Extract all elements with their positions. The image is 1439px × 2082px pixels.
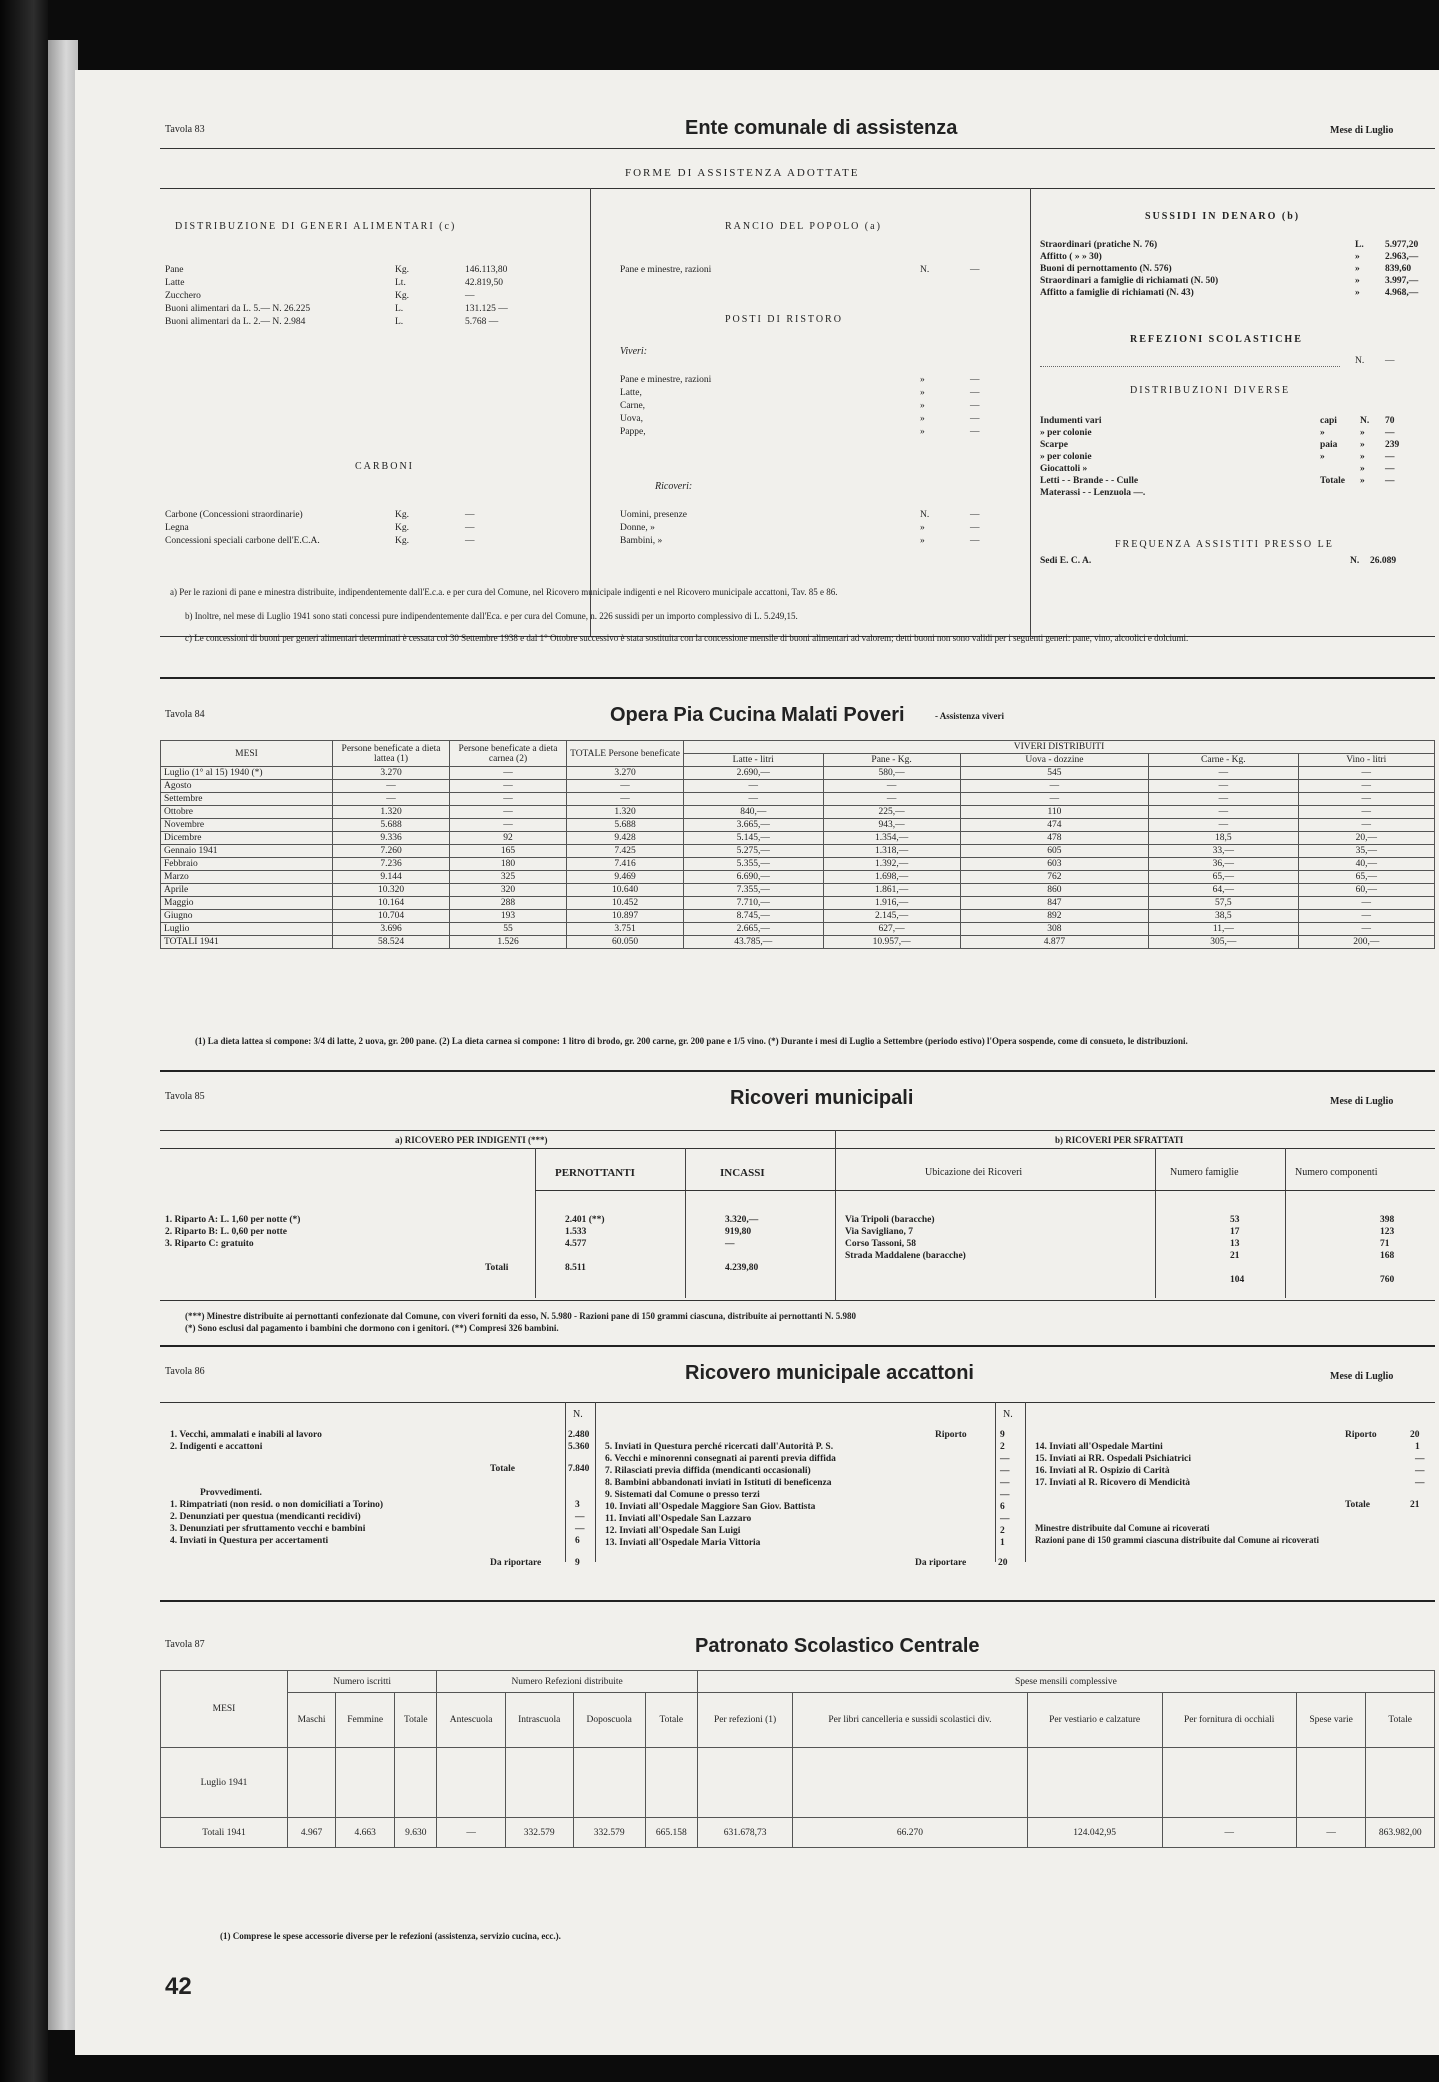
refezioni-heading: REFEZIONI SCOLASTICHE xyxy=(1130,334,1303,345)
viveri-list: Pane e minestre, razioni » — Latte, » — Carne, » — Uova, » — Pappe, » — xyxy=(620,375,980,437)
t83-title: Ente comunale di assistenza xyxy=(685,117,958,139)
t84-row: Ottobre 1.320 — 1.320 840,— 225,— 110 — — xyxy=(161,806,1435,819)
t87-label: Tavola 87 xyxy=(165,1639,205,1650)
t86-month: Mese di Luglio xyxy=(1330,1371,1394,1382)
t85-a-list: 1. Riparto A: L. 1,60 per notte (*) 2.401 (**) 3.320,— 2. Riparto B: L. 0,60 per notte 1.533 919,80 3. Riparto C: gratuito 4.577 — Totali 8.511 4.239,80 xyxy=(165,1215,759,1273)
t85-b-heading: b) RICOVERI PER SFRATTATI xyxy=(1055,1135,1184,1145)
t84-label: Tavola 84 xyxy=(165,709,205,720)
frequenza-heading: FREQUENZA ASSISTITI PRESSO LE xyxy=(1115,539,1334,550)
t84-row: Gennaio 1941 7.260 165 7.425 5.275,— 1.318,— 605 33,— 35,— xyxy=(161,845,1435,858)
t86-title: Ricovero municipale accattoni xyxy=(685,1362,974,1384)
t83-subtitle: FORME DI ASSISTENZA ADOTTATE xyxy=(625,167,860,179)
t86-label: Tavola 86 xyxy=(165,1366,205,1377)
t84-row: Aprile 10.320 320 10.640 7.355,— 1.861,— 860 64,— 60,— xyxy=(161,884,1435,897)
posti-heading: POSTI DI RISTORO xyxy=(725,314,843,325)
rancio-row: Pane e minestre, razioni N. — xyxy=(620,265,980,275)
t86-col1: 1. Vecchi, ammalati e inabili al lavoro 2.480 2. Indigenti e accattoni 5.360 Totale 7.840 Provvedimenti. 1. Rimpatriati (non resid. o non domiciliati a Torino) 3 2. Denunziati per questua (mendicanti recidivi) — 3. Denunziati per sfruttamento vecchi e bambini — 4. Inviati in Questura per accertamenti 6 Da riportare 9 xyxy=(170,1430,590,1568)
t84-row: Luglio 3.696 55 3.751 2.665,— 627,— 308 11,— — xyxy=(161,923,1435,936)
t84-row: Marzo 9.144 325 9.469 6.690,— 1.698,— 762 65,— 65,— xyxy=(161,871,1435,884)
t87-note: (1) Comprese le spese accessorie diverse per le refezioni (assistenza, servizio cucina, ecc.). xyxy=(220,1931,561,1941)
t85-label: Tavola 85 xyxy=(165,1091,205,1102)
t85-month: Mese di Luglio xyxy=(1330,1096,1394,1107)
t84-row: Novembre 5.688 — 5.688 3.665,— 943,— 474 — — xyxy=(161,819,1435,832)
t87-row-luglio: Luglio 1941 xyxy=(161,1748,1435,1818)
t87-table: MESI Numero iscritti Numero Refezioni distribuite Spese mensili complessive Maschi Femmine Totale Antescuola Intrascuola Doposcuola Totale Per refezioni (1) Per libri cancelleria e sussidi scolastici div. Per vestiario e calzature Per fornitura di occhiali Spese varie Totale Luglio 1941 Totali 1941 4.967 4.663 9.630 — 332.579 332.579 665.158 631.678,73 66.270 124.042,95 — — 863.982,00 xyxy=(160,1670,1435,1848)
diverse-list: Indumenti vari capi N. 70 » per colonie » » — Scarpe paia » 239 » per colonie » » — Giocattoli » » — Letti - - Brande - - Culle Totale » — Materassi - - Lenzuola —. xyxy=(1040,416,1400,498)
t85-b-list: Via Tripoli (baracche) 53 398 Via Savigliano, 7 17 123 Corso Tassoni, 58 13 71 Strada Maddalene (baracche) 21 168 104 760 xyxy=(845,1215,1395,1285)
t84-row: Febbraio 7.236 180 7.416 5.355,— 1.392,— 603 36,— 40,— xyxy=(161,858,1435,871)
t86-col3: Riporto 20 14. Inviati all'Ospedale Martini 1 15. Inviati ai RR. Ospedali Psichiatrici — 16. Inviati al R. Ospizio di Carità — 17. Inviati al R. Ricovero di Mendicità — Totale 21 xyxy=(1035,1430,1425,1510)
page-number: 42 xyxy=(165,1973,192,2000)
sussidi-list: Straordinari (pratiche N. 76) L. 5.977,20 Affitto ( » » 30) » 2.963,— Buoni di pernottamento (N. 576) » 839,60 Straordinari a famiglie di richiamati (N. 50) » 3.997,— Affitto a famiglie di richiamati (N. 43) » 4.968,— xyxy=(1040,240,1419,298)
t84-row: Agosto — — — — — — — — xyxy=(161,780,1435,793)
t85-title: Ricoveri municipali xyxy=(730,1087,914,1109)
coal-list: Carbone (Concessioni straordinarie) Kg. — Legna Kg. — Concessioni speciali carbone dell'E.C.A. Kg. — xyxy=(165,510,475,546)
t84-row: Settembre — — — — — — — — xyxy=(161,793,1435,806)
t84-title: Opera Pia Cucina Malati Poveri xyxy=(610,704,905,726)
document-page: Tavola 83 Ente comunale di assistenza Mese di Luglio FORME DI ASSISTENZA ADOTTATE DISTRIBUZIONE DI GENERI ALIMENTARI (c) Pane Kg. 146.113,80 Latte Lt. 42.819,50 Zucchero Kg. — Buoni alimentari da L. 5.— N. 26.225 L. 131.125 — Buoni alimentari da L. 2.— N. 2.984 L. 5.768 — CARBONI Carbone (Concessioni straordinarie) Kg. — Legna Kg. — Concessioni speciali carbone dell'E.C.A. Kg. — RANCIO DEL POPOLO (a) Pane e minestre, razioni N. — POSTI DI RISTORO Viveri: Pane e minestre, razioni » — Latte, » — Carne, » — Uova, » — Pappe, » — Ricoveri: Uomini, presenze N. — Donne, » » — Bambini, » » — SUSSIDI IN DENARO (b) Straordinari (pratiche N. 76) L. 5.977,20 Affitto ( » » 30) » 2.963,— Buoni di pernottamento (N. 576) » 839,60 Straordinari a famiglie di richiamati (N. 50) » 3.997,— Affitto a famiglie di richiamati (N. 43) » 4.968,— REFEZIONI SCOLASTICHE N. — DISTRIBUZIONI DIVERSE Indumenti vari capi N. 70 » per colonie » » — Scarpe paia » 239 » per colonie » » — Giocattoli » » — Letti - - Brande - - Culle Totale » — Materassi - - Lenzuola —. FREQUENZA ASSISTITI PRESSO LE Sedi E. C. A. N. 26.089 a) Per le razioni di pane e minestra distribuite, indipendentemente dall'E.c.a. e per cura del Comune, nel Ricovero municipale indigenti e nel Ricovero municipale accattoni, Tav. 85 e 86. b) Inoltre, nel mese di Luglio 1941 sono stati concessi pure indipendentemente dall'Eca. e per cura del Comune, n. 226 sussidi per un importo complessivo di L. 5.249,15. c) Le concessioni di buoni per generi alimentari determinati è cessata col 30 Settembre 1938 e dal 1° Ottobre successivo è stata sostituita con la concessione mensile di buoni alimentari ad valorem; detti buoni non sono validi per i seguenti generi: pane, vino, alcoolici e dolciumi. Tavola 84 Opera Pia Cucina Malati Poveri - Assistenza viveri MESI Persone beneficate a dieta lattea (1) Persone beneficate a dieta carnea (2) TOTALE Persone beneficate VIVERI DISTRIBUITI Latte - litri Pane - Kg. Uova - dozzine Carne - Kg. Vino - litri Luglio (1° al 15) 1940 (*) 3.270 — 3.270 2.690,— 580,— 545 — — Agosto — — — — — — — — Settembre — — — — — — — — Ottobre 1.320 — 1.320 840,— 225,— 110 — — Novembre 5.688 — 5.688 3.665,— 943,— 474 — — Dicembre 9.336 92 9.428 5.145,— 1.354,— 478 18,5 20,— Gennaio 1941 7.260 165 7.425 5.275,— 1.318,— 605 33,— 35,— Febbraio 7.236 180 7.416 5.355,— 1.392,— 603 36,— 40,— Marzo 9.144 325 9.469 6.690,— 1.698,— 762 65,— 65,— Aprile 10.320 320 10.640 7.355,— 1.861,— 860 64,— 60,— Maggio 10.164 288 10.452 7.710,— 1.916,— 847 57,5 — Giugno 10.704 193 10.897 8.745,— 2.145,— 892 38,5 — Luglio 3.696 55 3.751 2.665,— 627,— 308 11,— — TOTALI 1941 58.524 1.526 60.050 43.785,— 10.957,— 4.877 305,— 200,— (1) La dieta lattea si compone: 3/4 di latte, 2 uova, gr. 200 pane. (2) La dieta carnea si compone: 1 litro di brodo, gr. 200 carne, gr. 200 pane e 1/5 vino. (*) Durante i mesi di Luglio a Settembre (periodo estivo) l'Opera sospende, come di consueto, le distribuzioni. Tavola 85 Ricoveri municipali Mese di Luglio a) RICOVERO PER INDIGENTI (***) b) RICOVERI PER SFRATTATI PERNOTTANTI INCASSI Ubicazione dei Ricoveri Numero famiglie Numero componenti 1. Riparto A: L. 1,60 per notte (*) 2.401 (**) 3.320,— 2. Riparto B: L. 0,60 per notte 1.533 919,80 3. Riparto C: gratuito 4.577 — Totali 8.511 4.239,80 Via Tripoli (baracche) 53 398 Via Savigliano, 7 17 123 Corso Tassoni, 58 13 71 Strada Maddalene (baracche) 21 168 104 760 (***) Minestre distribuite ai pernottanti confezionate dal Comune, con viveri forniti da esso, N. 5.980 - Razioni pane di 150 grammi ciascuna, distribuite ai pernottanti N. 5.980 (*) Sono esclusi dal pagamento i bambini che dormono con i genitori. (**) Compresi 326 bambini. Tavola 86 Ricovero municipale accattoni Mese di Luglio N. N. 1. Vecchi, ammalati e inabili al lavoro 2.480 2. Indigenti e accattoni 5.360 Totale 7.840 Provvedimenti. 1. Rimpatriati (non resid. o non domiciliati a Torino) 3 2. Denunziati per questua (mendicanti recidivi) — 3. Denunziati per sfruttamento vecchi e bambini — 4. Inviati in Questura per accertamenti 6 Da riportare 9 Riporto 9 5. Inviati in Questura perché ricercati dall'Autorità P. S. 2 6. Vecchi e minorenni consegnati ai parenti previa diffida — 7. Rilasciati previa diffida (mendicanti occasionali) — 8. Bambini abbandonati inviati in Istituti di beneficenza — 9. Sistemati dal Comune o presso terzi — 10. Inviati all'Ospedale Maggiore San Giov. Battista 6 11. Inviati all'Ospedale San Lazzaro — 12. Inviati all'Ospedale San Luigi 2 13. Inviati all'Ospedale Maria Vittoria 1 Da riportare 20 Riporto 20 14. Inviati all'Ospedale Martini 1 15. Inviati ai RR. Ospedali Psichiatrici — 16. Inviati al R. Ospizio di Carità — 17. Inviati al R. Ricovero di Mendicità — Totale 21 Minestre distribuite dal Comune ai ricoverati Razioni pane di 150 grammi ciascuna distribuite dal Comune ai ricoverati Tavola 87 Patronato Scolastico Centrale MESI Numero iscritti Numero Refezioni distribuite Spese mensili complessive Maschi Femmine Totale Antescuola Intrascuola Doposcuola Totale Per refezioni (1) Per libri cancelleria e sussidi scolastici div. Per vestiario e calzature Per fornitura di occhiali Spese varie Totale Luglio 1941 Totali 1941 4.967 4.663 9.630 — 332.579 332.579 665.158 631.678,73 66.270 124.042,95 — — 863.982,00 (1) Comprese le spese accessorie diverse per le refezioni (assistenza, servizio cucina, ecc.). 42 xyxy=(75,70,1439,2055)
t84-notes: (1) La dieta lattea si compone: 3/4 di latte, 2 uova, gr. 200 pane. (2) La dieta carnea si compone: 1 litro di brodo, gr. 200 carne, gr. 200 pane e 1/5 vino. (*) Durante i mesi di Luglio a Settembre (periodo estivo) l'Opera sospende, come di consueto, le distribuzioni. xyxy=(195,1036,1188,1046)
page-edge xyxy=(48,40,78,2030)
food-list: Pane Kg. 146.113,80 Latte Lt. 42.819,50 Zucchero Kg. — Buoni alimentari da L. 5.— N. 26.225 L. 131.125 — Buoni alimentari da L. 2.— N. 2.984 L. 5.768 — xyxy=(165,265,508,327)
t86-col2: Riporto 9 5. Inviati in Questura perché ricercati dall'Autorità P. S. 2 6. Vecchi e minorenni consegnati ai parenti previa diffida — 7. Rilasciati previa diffida (mendicanti occasionali) — 8. Bambini abbandonati inviati in Istituti di beneficenza — 9. Sistemati dal Comune o presso terzi — 10. Inviati all'Ospedale Maggiore San Giov. Battista 6 11. Inviati all'Ospedale San Lazzaro — 12. Inviati all'Ospedale San Luigi 2 13. Inviati all'Ospedale Maria Vittoria 1 Da riportare 20 xyxy=(605,1430,1010,1568)
ricoveri-list: Uomini, presenze N. — Donne, » » — Bambini, » » — xyxy=(620,510,980,546)
t84-row: Dicembre 9.336 92 9.428 5.145,— 1.354,— 478 18,5 20,— xyxy=(161,832,1435,845)
t84-table: MESI Persone beneficate a dieta lattea (1) Persone beneficate a dieta carnea (2) TOTALE Persone beneficate VIVERI DISTRIBUITI Latte - litri Pane - Kg. Uova - dozzine Carne - Kg. Vino - litri Luglio (1° al 15) 1940 (*) 3.270 — 3.270 2.690,— 580,— 545 — — Agosto — — — — — — — — Settembre — — — — — — — — Ottobre 1.320 — 1.320 840,— 225,— 110 — — Novembre 5.688 — 5.688 3.665,— 943,— 474 — — Dicembre 9.336 92 9.428 5.145,— 1.354,— 478 18,5 20,— Gennaio 1941 7.260 165 7.425 5.275,— 1.318,— 605 33,— 35,— Febbraio 7.236 180 7.416 5.355,— 1.392,— 603 36,— 40,— Marzo 9.144 325 9.469 6.690,— 1.698,— 762 65,— 65,— Aprile 10.320 320 10.640 7.355,— 1.861,— 860 64,— 60,— Maggio 10.164 288 10.452 7.710,— 1.916,— 847 57,5 — Giugno 10.704 193 10.897 8.745,— 2.145,— 892 38,5 — Luglio 3.696 55 3.751 2.665,— 627,— 308 11,— — TOTALI 1941 58.524 1.526 60.050 43.785,— 10.957,— 4.877 305,— 200,— xyxy=(160,740,1435,949)
coal-heading: CARBONI xyxy=(355,461,415,472)
food-heading: DISTRIBUZIONE DI GENERI ALIMENTARI (c) xyxy=(175,221,457,232)
t84-row: Giugno 10.704 193 10.897 8.745,— 2.145,— 892 38,5 — xyxy=(161,910,1435,923)
t85-notes: (***) Minestre distribuite ai pernottanti confezionate dal Comune, con viveri forniti da esso, N. 5.980 - Razioni pane di 150 grammi ciascuna, distribuite ai pernottanti N. 5.980 (*) Sono esclusi dal pagamento i bambini che dormono con i genitori. (**) Compresi 326 bambini. xyxy=(185,1311,857,1333)
t85-a-heading: a) RICOVERO PER INDIGENTI (***) xyxy=(395,1135,548,1145)
rancio-heading: RANCIO DEL POPOLO (a) xyxy=(725,221,882,232)
t87-total-row: Totali 1941 4.967 4.663 9.630 — 332.579 332.579 665.158 631.678,73 66.270 124.042,95 — — 863.982,00 xyxy=(161,1818,1435,1848)
t83-notes: a) Per le razioni di pane e minestra distribuite, indipendentemente dall'E.c.a. e per cura del Comune, nel Ricovero municipale indigenti e nel Ricovero municipale accattoni, Tav. 85 e 86. xyxy=(170,587,838,597)
t83-label: Tavola 83 xyxy=(165,124,205,135)
t84-row: Luglio (1° al 15) 1940 (*) 3.270 — 3.270 2.690,— 580,— 545 — — xyxy=(161,767,1435,780)
t83-month: Mese di Luglio xyxy=(1330,125,1394,136)
t84-row: Maggio 10.164 288 10.452 7.710,— 1.916,— 847 57,5 — xyxy=(161,897,1435,910)
diverse-heading: DISTRIBUZIONI DIVERSE xyxy=(1130,385,1291,396)
t84-row: TOTALI 1941 58.524 1.526 60.050 43.785,— 10.957,— 4.877 305,— 200,— xyxy=(161,936,1435,949)
t87-title: Patronato Scolastico Centrale xyxy=(695,1635,980,1657)
sussidi-heading: SUSSIDI IN DENARO (b) xyxy=(1145,211,1301,222)
book-binding xyxy=(0,0,48,2082)
t84-title-suffix: - Assistenza viveri xyxy=(935,711,1004,721)
